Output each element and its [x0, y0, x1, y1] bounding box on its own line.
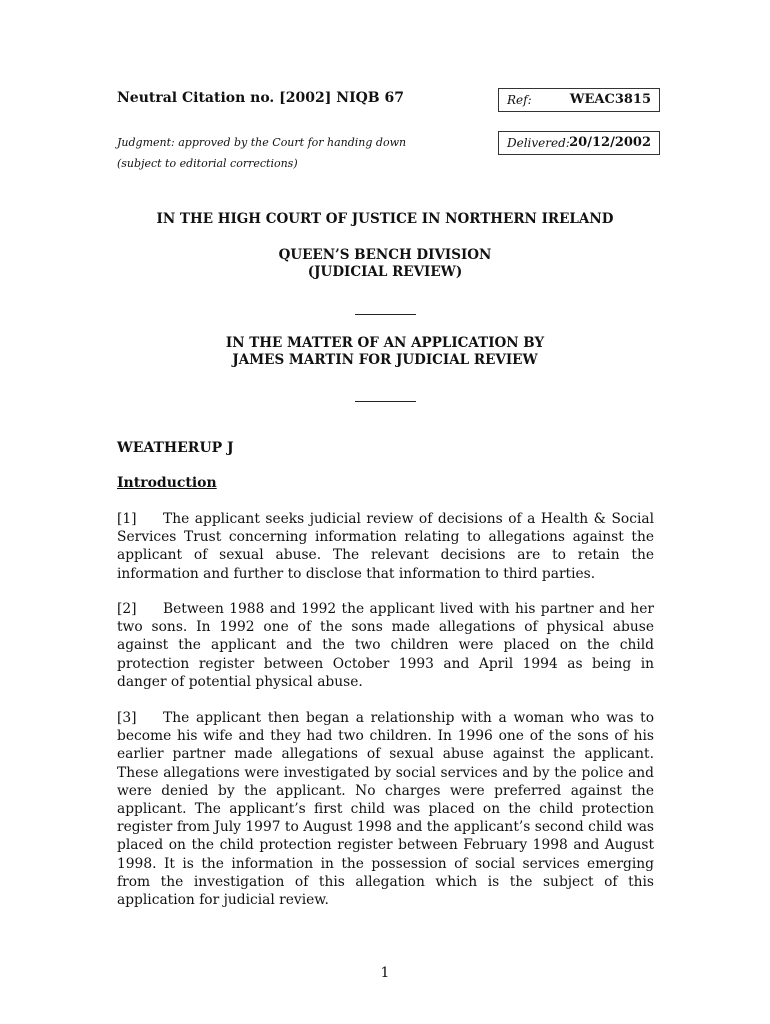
paragraph-text: Between 1988 and 1992 the applicant lived with his partner and her two sons. In 1992 one of the sons made allegations of physical abuse against the applicant and the two children were placed on the child protection register between October 1993 and April 1994 as being in danger of potential physical abuse.: [117, 601, 654, 690]
editorial-note: (subject to editorial corrections): [117, 157, 298, 170]
divider-rule: [355, 401, 416, 402]
reference-box: [498, 88, 660, 112]
neutral-citation: Neutral Citation no. [2002] NIQB 67: [117, 90, 404, 106]
divider-rule: [355, 314, 416, 315]
matter-line-2: JAMES MARTIN FOR JUDICIAL REVIEW: [232, 352, 538, 368]
judge-name: WEATHERUP J: [117, 440, 234, 456]
ref-label: Ref:: [507, 93, 532, 107]
division-title: QUEEN’S BENCH DIVISION: [278, 247, 492, 263]
page-number: 1: [380, 965, 390, 981]
delivered-date: 20/12/2002: [569, 135, 651, 150]
paragraph-number: [3]: [117, 710, 137, 726]
paragraph-text: The applicant then began a relationship with a woman who was to become his wife and they had two children. In 1996 one of the sons of his earlier partner made allegations of sexual abuse against the applicant. These allegations were investigated by social services and by the police and were denied by the applicant. No charges were preferred against the applicant. The applicant’s first child was placed on the child protection register from July 1997 to August 1998 and the applicant’s second child was placed on the child protection register between February 1998 and August 1998. It is the information in the possession of social services emerging from the investigation of this allegation which is the subject of this application for judicial review.: [117, 710, 654, 909]
delivered-label: Delivered:: [507, 136, 570, 150]
court-title: IN THE HIGH COURT OF JUSTICE IN NORTHERN IRELAND: [156, 211, 614, 227]
paragraph-3: [117, 709, 654, 909]
paragraph-number: [1]: [117, 511, 137, 527]
approval-note: Judgment: approved by the Court for handing down: [117, 136, 407, 149]
paragraph-number: [2]: [117, 601, 137, 617]
section-heading: Introduction: [117, 475, 217, 491]
division-subtitle: (JUDICIAL REVIEW): [307, 264, 463, 280]
delivered-box: [498, 131, 660, 155]
paragraph-2: [117, 600, 654, 691]
paragraph-1: [117, 510, 654, 583]
matter-line-1: IN THE MATTER OF AN APPLICATION BY: [225, 335, 545, 351]
ref-value: WEAC3815: [569, 92, 651, 107]
paragraph-text: The applicant seeks judicial review of decisions of a Health & Social Services Trust concerning information relating to allegations against the applicant of sexual abuse. The relevant decisions are to retain the information and further to disclose that information to third parties.: [117, 511, 654, 582]
